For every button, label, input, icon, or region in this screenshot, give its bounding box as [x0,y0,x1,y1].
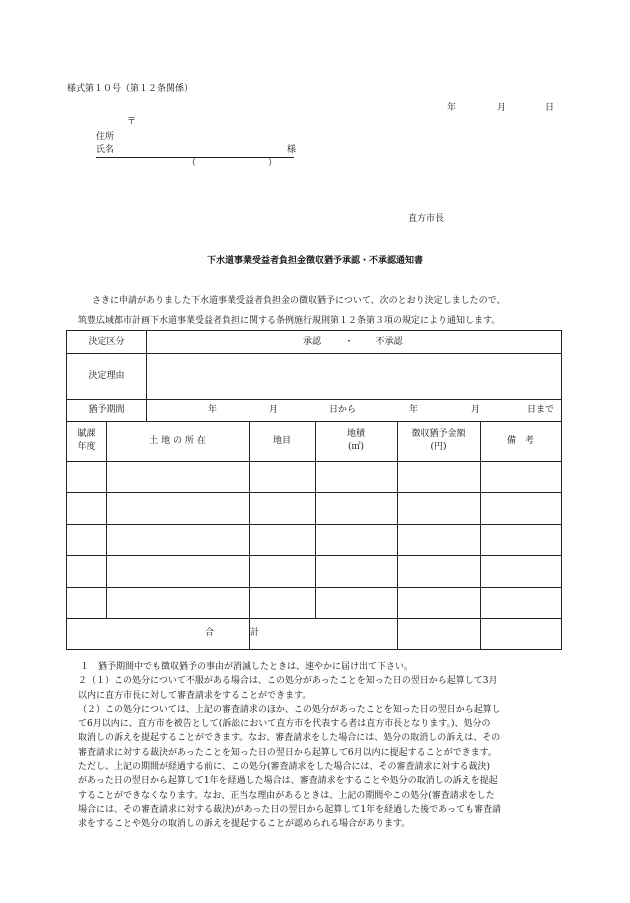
note-3d: 審査請求に対する裁決があったことを知った日の翌日から起算して6月以内に提起することができます。 [78,747,497,758]
col-land-area [315,421,397,461]
col-deferred-amount-label: 徴収猶予金額 [411,429,466,439]
total-label: 合 計 [204,628,259,639]
col-land-area-unit: (㎡) [347,442,365,452]
option-separator: ・ [344,336,354,347]
issuer: 直方市長 [408,214,445,224]
name-label: 氏名 [96,145,115,155]
date-day: 日 [545,103,555,113]
row-divider [67,461,561,462]
col-land-category: 地目 [272,435,291,446]
note-3h: 場合には、その審査請求に対する裁決)があった日の翌日から起算して1年を経過した後であっても審査請 [78,804,502,815]
from-year: 年 [208,405,218,415]
period-label: 猶予期間 [88,404,125,415]
col-assessment-year: 賦課年度 [77,429,96,452]
intro-line-2: 筑豊広域都市計画下水道事業受益者負担に関する条例施行規則第１２条第３項の規定により通知します。 [78,316,501,326]
note-3i: 求をすることや処分の取消しの訴えを提起することが認められる場合があります。 [78,819,411,830]
intro-line-1: さきに申請がありました下水道事業受益者負担金の徴収猶予について、次のとおり決定しましたので、 [92,296,506,306]
note-3g: することができなくなります。なお、正当な理由があるときは、上記の期間やこの処分(審査請求をした [78,790,495,801]
col-land-area-label: 地積 [346,429,365,439]
note-2a: ２（１）この処分について不服がある場合は、この処分があったことを知った日の翌日から起算して3月 [78,676,498,687]
col-deferred-amount-unit: (円) [430,442,447,452]
note-2b: 以内に直方市長に対して審査請求をすることができます。 [78,690,312,701]
to-year: 年 [409,405,419,415]
row-divider [67,555,561,556]
col-land-location: 土 地 の 所 在 [149,435,206,446]
note-1: １ 猶予期間中でも徴収猶予の事由が消滅したときは、速やかに届け出て下さい。 [80,662,414,672]
address-label: 住所 [96,132,115,142]
from-month: 月 [269,405,279,415]
form-number: 様式第１０号（第１２条関係） [67,84,194,94]
col-remarks: 備 考 [506,435,534,446]
note-3b: て6月以内に、直方市を被告として(訴訟において直方市を代表する者は直方市長となります。)、処分の [78,719,491,730]
note-3f: があった日の翌日から起算して1年を経過した場合は、審査請求をすることや処分の取消しの訴えを提起 [78,776,498,787]
note-3e: ただし、上記の期間が経過する前に、この処分(審査請求をした場合には、その審査請求に対する裁決) [78,762,491,773]
to-day: 日まで [527,405,555,415]
date-month: 月 [497,103,507,113]
approve-option: 承認 [302,336,321,347]
notes [78,660,548,832]
col-divider [146,331,147,421]
row-divider [67,492,561,493]
decision-label: 決定区分 [88,336,125,347]
disapprove-option: 不承認 [375,336,403,347]
postal-mark: 〒 [127,117,137,127]
document-title: 下水道事業受益者負担金徴収猶予承認・不承認通知書 [206,256,423,266]
decision-table [66,330,562,650]
paren-close: ） [268,158,278,168]
row-divider [67,587,561,588]
row-divider [67,524,561,525]
from-day: 日から [329,405,357,415]
to-month: 月 [471,405,481,415]
note-3a: （２）この処分については、上記の審査請求のほか、この処分があったことを知った日の翌日から起算し [78,704,501,715]
honorific: 様 [287,145,297,155]
note-3c: 取消しの訴えを提起することができます。なお、審査請求をした場合には、処分の取消しの訴えは、その [78,733,501,744]
col-deferred-amount [397,421,480,461]
date-year: 年 [447,103,457,113]
reason-label: 決定理由 [88,370,125,381]
paren-open: （ [187,158,197,168]
